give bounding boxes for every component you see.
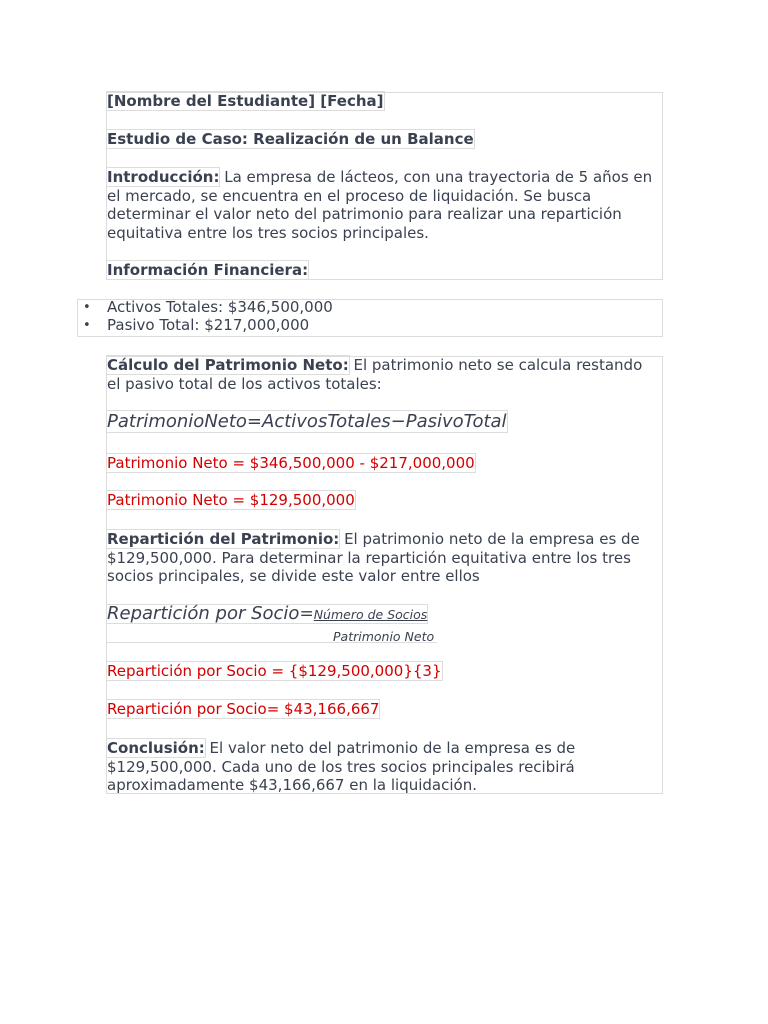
- formula-assets: ActivosTotales: [262, 411, 391, 432]
- split-formula-box: [106, 604, 428, 624]
- split-label: Repartición del Patrimonio:: [107, 530, 340, 548]
- formula-minus: −: [390, 411, 406, 432]
- financial-list: [107, 299, 333, 334]
- conclusion-text: El valor neto del patrimonio de la empresa es de $129,500,000. Cada uno de los tres socios principales recibirá aproximadamente $43,166,667 en la liquidación.: [107, 739, 576, 795]
- calc-text: El patrimonio neto se calcula restando el pasivo total de los activos totales:: [107, 356, 643, 393]
- financial-heading-line: [107, 261, 660, 280]
- formula-box: [106, 410, 508, 433]
- conclusion-label: Conclusión:: [107, 739, 205, 757]
- student-date: [Nombre del Estudiante] [Fecha]: [107, 92, 384, 110]
- calc-paragraph: [107, 356, 660, 393]
- list-item: • Pasivo Total: $217,000,000: [107, 317, 333, 335]
- split-formula-lhs: Repartición por Socio: [107, 603, 300, 624]
- intro-text: La empresa de lácteos, con una trayectoria de 5 años en el mercado, se encuentra en el proceso de liquidación. Se busca determinar el valor neto del patrimonio para realizar una repartición equitativa entre los tres socios principales.: [107, 168, 653, 242]
- split-text: El patrimonio neto de la empresa es de $129,500,000. Para determinar la repartición equitativa entre los tres socios principales, se divide este valor entre ellos: [107, 530, 640, 586]
- formula-liabilities: PasivoTotal: [405, 411, 507, 432]
- intro-paragraph: [107, 168, 660, 242]
- split-line-2: Repartición por Socio= $43,166,667: [107, 700, 380, 718]
- split-line-1-wrap: [107, 662, 660, 681]
- calc-label: Cálculo del Patrimonio Neto:: [107, 356, 349, 374]
- calc-line-2-wrap: [107, 491, 660, 510]
- split-paragraph: [107, 530, 660, 586]
- calc-line-1-wrap: [107, 454, 660, 473]
- split-formula-numerator: Número de Socios: [313, 607, 428, 622]
- split-formula: [107, 605, 660, 625]
- split-formula-denominator: Patrimonio Neto: [333, 629, 435, 644]
- formula-eq: =: [246, 411, 263, 432]
- student-date-line: [107, 92, 660, 111]
- split-formula-eq: =: [299, 604, 314, 624]
- formula-lhs: PatrimonioNeto: [107, 411, 247, 432]
- page-title: Estudio de Caso: Realización de un Balance: [107, 130, 474, 148]
- split-line-2-wrap: [107, 700, 660, 719]
- calc-line-1: Patrimonio Neto = $346,500,000 - $217,000,000: [107, 454, 475, 472]
- list-item: • Activos Totales: $346,500,000: [107, 299, 333, 317]
- net-worth-formula: [107, 413, 660, 432]
- intro-label: Introducción:: [107, 168, 220, 186]
- conclusion-paragraph: [107, 739, 660, 795]
- split-line-1: Repartición por Socio = {$129,500,000}{3}: [107, 662, 442, 680]
- calc-line-2: Patrimonio Neto = $129,500,000: [107, 491, 355, 509]
- financial-heading: Información Financiera:: [107, 261, 309, 279]
- page-title-line: [107, 130, 660, 149]
